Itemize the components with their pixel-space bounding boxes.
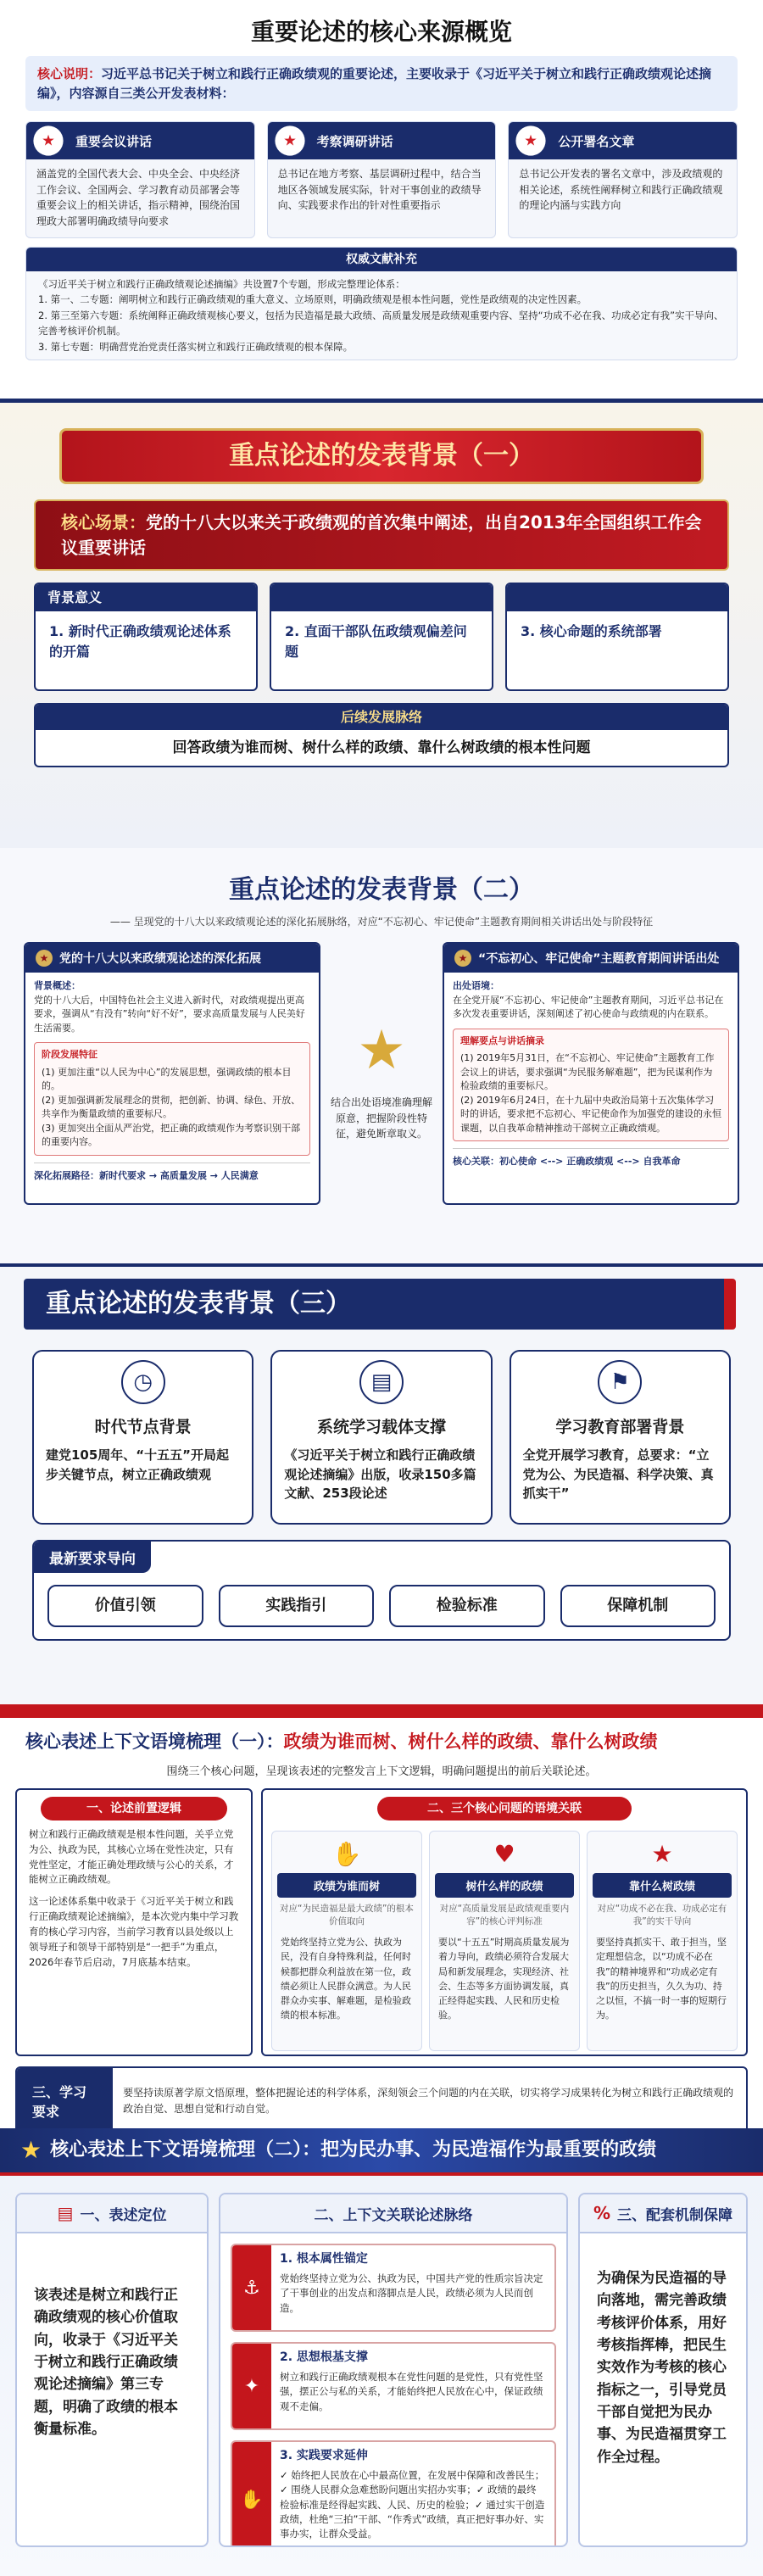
source-label: 出处语境：: [453, 980, 499, 991]
requirement-pill: 实践指引: [219, 1585, 375, 1627]
context-step: [231, 2244, 556, 2332]
section-banner: 重点论述的发表背景（三）: [24, 1279, 736, 1330]
follow-up-box: [34, 703, 729, 767]
key-item: (1) 2019年5月31日，在“不忘初心、牢记使命”主题教育工作会议上的讲话，要求强调“为民服务解难题”，把为民谋利作为检验政绩的重要标尺。: [460, 1052, 715, 1091]
title-prefix: 核心表述上下文语境梳理（一）：: [25, 1731, 284, 1752]
panel-tab: 二、三个核心问题的语境关联: [377, 1797, 632, 1820]
section-note: 围绕三个核心问题，呈现该表述的完整发言上下文逻辑，明确问题提出的前后关联论述。: [166, 1765, 597, 1778]
card-body: 全党开展学习教育，总要求：“立党为公、为民造福、科学决策、真抓实干”: [522, 1447, 714, 1501]
card-title: 重要会议讲话: [75, 133, 153, 149]
link-note: 核心关联：初心使命 <--> 正确政绩观 <--> 自我革命: [453, 1148, 729, 1168]
learning-title: 三、学习要求: [17, 2068, 113, 2128]
card-title: 背景意义: [36, 584, 256, 611]
center-note: [320, 942, 443, 1142]
card-body: 总书记在地方考察、基层调研过程中，结合当地区各领域发展实际，针对干事创业的政绩导向、实践要求作出的针对性重要指示: [277, 168, 482, 212]
hand-icon: ✋: [232, 2442, 271, 2547]
pane-title: 党的十八大以来政绩观论述的深化拓展: [59, 952, 261, 966]
page-title: 重要论述的核心来源概览: [250, 18, 512, 46]
key-item: (2) 2019年6月24日，在十九届中央政治局第十五次集体学习时的讲话，要求把不忘初心、牢记使命作为加强党的建设的永恒课题，以自我革命精神推动干部树立正确政绩观。: [460, 1094, 721, 1134]
stage-item: (1) 更加注重“以人民为中心”的发展思想，强调政绩的根本目的。: [42, 1066, 292, 1091]
supplement-line: 《习近平关于树立和践行正确政绩观论述摘编》共设置7个专题，形成完整理论体系：: [38, 278, 405, 290]
step-text: 树立和践行正确政绩观根本在党性问题的是党性，只有党性坚强，摆正公与私的关系，才能始终把人民放在心中，保证政绩观不走偏。: [280, 2371, 543, 2412]
significance-card: [34, 583, 258, 691]
card-body: 总书记公开发表的署名文章中，涉及政绩观的相关论述，系统性阐释树立和践行正确政绩观的理论内涵与实践方向: [519, 168, 723, 212]
panel-title: 一、表述定位: [80, 2206, 167, 2224]
core-scene: [34, 499, 729, 571]
three-questions-panel: [261, 1788, 748, 2056]
question-title: 政绩为谁而树: [277, 1873, 416, 1898]
step-text: ✓ 始终把人民放在心中最高位置，在发展中保障和改善民生；✓ 围绕人民群众急难愁盼问题出实招办实事；✓ 政绩的最终检验标准是经得起实践、人民、历史的检验；✓ 通过实干创造政绩，杜绝“三拍”干部、“作秀式”政绩，真正把好事办好、实事办实，让群众受益。: [280, 2469, 545, 2540]
prior-logic-panel: [15, 1788, 253, 2056]
key-title: 理解要点与讲话摘录: [460, 1034, 544, 1046]
context-step: [231, 2440, 556, 2547]
background-three-section: [0, 1263, 763, 1704]
star-icon: ★: [33, 125, 63, 155]
badge-icon: ★: [36, 950, 53, 967]
card-body: 3. 核心命题的系统部署: [521, 623, 662, 639]
section-title: 重点论述的发表背景（二）: [229, 875, 534, 905]
card-title: [271, 584, 492, 611]
overview-label: 背景概述：: [34, 980, 81, 991]
source-text: 在全党开展“不忘初心、牢记使命”主题教育期间，习近平总书记在多次发表重要讲话，深刻阐述了初心使命与政绩观的内在联系。: [453, 994, 724, 1019]
learning-requirements: [15, 2066, 748, 2128]
significance-card: [270, 583, 493, 691]
question-title: 树什么样的政绩: [435, 1873, 574, 1898]
star-icon: ★: [516, 125, 546, 155]
stage-title: 阶段发展特征: [42, 1049, 97, 1060]
scene-text: 党的十八大以来关于政绩观的首次集中阐述，出自2013年全国组织工作会议重要讲话: [61, 512, 702, 558]
question-body: 要以“十五五”时期高质量发展为着力导向，政绩必须符合发展大局和新发展理念，实现经济、社会、生态等多方面协调发展，真正经得起实践、人民和历史检验。: [438, 1937, 570, 2021]
supplement-title: 权威文献补充: [26, 248, 737, 271]
panel-tab: 一、论述前置逻辑: [41, 1797, 227, 1820]
question-title: 靠什么树政绩: [593, 1873, 732, 1898]
flag-icon: ⚑: [598, 1360, 642, 1404]
context-two-section: [0, 2128, 763, 2576]
card-body: 涵盖党的全国代表大会、中央全会、中央经济工作会议、全国两会、学习教育动员部署会等重要会议上的相关讲话，指示精神，围绕治国理政大部署明确政绩导向要求: [36, 168, 241, 227]
card-body: 建党105周年、“十五五”开局起步关键节点，树立正确政绩观: [46, 1447, 230, 1482]
requirement-pill: 检验标准: [389, 1585, 545, 1627]
pane-title: “不忘初心、牢记使命”主题教育期间讲话出处: [478, 952, 720, 966]
star-icon: ★: [20, 2136, 42, 2164]
badge-icon: ★: [454, 950, 471, 967]
card-body: 2. 直面干部队伍政绩观偏差问题: [285, 623, 467, 660]
step-title: 3. 实践要求延伸: [280, 2449, 368, 2462]
significance-card: [505, 583, 729, 691]
section-subtitle: —— 呈现党的十八大以来政绩观论述的深化拓展脉络，对应“不忘初心、牢记使命”主题教育期间相关讲话出处与阶段特征: [109, 916, 654, 928]
source-card-inspection: [267, 121, 497, 238]
positioning-panel: [15, 2193, 209, 2547]
card-body: 《习近平关于树立和践行正确政绩观论述摘编》出版，收录150多篇文献、253段论述: [284, 1447, 476, 1501]
question-sub: 对应“高质量发展是政绩观重要内容”的核心评判标准: [439, 1904, 570, 1927]
stage-item: (2) 更加强调新发展理念的贯彻，把创新、协调、绿色、开放、共享作为衡量政绩的重要标尺。: [42, 1094, 301, 1119]
education-pane: [443, 942, 739, 1205]
question-body: 党始终坚持立党为公、执政为民，没有自身特殊利益，任何时候都把群众利益放在第一位，政绩必须让人民群众满意。为人民群众办实事、解难题，是检验政绩的根本标准。: [281, 1937, 411, 2021]
section-banner: 重点论述的发表背景（一）: [59, 428, 704, 484]
background-one-section: [0, 399, 763, 848]
background-two-section: [0, 848, 763, 1263]
card-title: 考察调研讲话: [316, 133, 393, 149]
overview-section: [0, 0, 763, 399]
panel-title: 二、上下文关联论述脉络: [314, 2206, 473, 2224]
intro-text: 习近平总书记关于树立和践行正确政绩观的重要论述，主要收录于《习近平关于树立和践行正确政绩观论述摘编》，内容源自三类公开发表材料：: [37, 66, 712, 101]
title-main: 政绩为谁而树、树什么样的政绩、靠什么树政绩: [283, 1731, 658, 1752]
question-sub: 对应“为民造福是最大政绩”的根本价值取向: [280, 1904, 414, 1927]
heart-icon: ♥: [493, 1840, 515, 1868]
card-title: 学习教育部署背景: [555, 1418, 685, 1436]
book-icon: ▤: [359, 1360, 404, 1404]
requirements-title: 最新要求导向: [34, 1542, 151, 1573]
era-node-card: [32, 1350, 253, 1525]
question-card: [429, 1831, 580, 2051]
context-step: [231, 2342, 556, 2430]
source-card-articles: [508, 121, 738, 238]
requirements-box: [32, 1540, 731, 1641]
card-body: 1. 新时代正确政绩观论述体系的开篇: [49, 623, 231, 660]
book-icon: ▤: [57, 2203, 74, 2223]
overview-text: 党的十八大后，中国特色社会主义进入新时代，对政绩观提出更高要求，强调从“有没有”转向“好不好”，要求高质量发展与人民美好生活需要。: [34, 994, 305, 1034]
star-icon: ★: [651, 1840, 673, 1868]
card-title: [507, 584, 727, 611]
logic-paragraph: 这一论述体系集中收录于《习近平关于树立和践行正确政绩观论述摘编》，是本次党内集中学习教育的核心学习内容，当前学习教育以县处级以上领导班子和领导干部特别是“一把手”为重点，2026年春节后启动，7月底基本结束。: [29, 1895, 239, 1968]
card-title: 公开署名文章: [558, 133, 635, 149]
path-note: 深化拓展路径：新时代要求 → 高质量发展 → 人民满意: [34, 1163, 310, 1182]
supplement-line: 2. 第三至第六专题：系统阐释正确政绩观核心要义，包括为民造福是最大政绩、高质量发展是政绩观重要内容、坚持“功成不必在我、功成必定有我”实干导向、完善考核评价机制。: [38, 309, 724, 337]
authoritative-supplement: [25, 247, 738, 360]
clock-icon: ◷: [121, 1360, 165, 1404]
card-title: 时代节点背景: [94, 1418, 192, 1436]
step-title: 1. 根本属性锚定: [280, 2252, 368, 2266]
section-banner: [0, 2128, 763, 2176]
question-card: [271, 1831, 422, 2051]
anchor-icon: ⚓: [232, 2245, 271, 2330]
context-one-section: [0, 1704, 763, 2128]
study-carrier-card: [270, 1350, 492, 1525]
banner-text: 核心表述上下文语境梳理（二）：把为民办事、为民造福作为最重要的政绩: [50, 2139, 657, 2161]
deployment-card: [510, 1350, 731, 1525]
requirement-pill: 价值引领: [47, 1585, 203, 1627]
handshake-icon: ✋: [331, 1840, 362, 1868]
supplement-line: 3. 第七专题：明确营党治党责任落实树立和践行正确政绩观的根本保障。: [38, 340, 354, 353]
center-text: 结合出处语境准确理解原意，把握阶段性特征，避免断章取义。: [330, 1096, 432, 1140]
step-text: 党始终坚持立党为公、执政为民，中国共产党的性质宗旨决定了干事创业的出发点和落脚点是人民，政绩必须为人民而创造。: [280, 2272, 543, 2314]
mechanism-panel: [578, 2193, 748, 2547]
question-sub: 对应“功成不必在我、功成必定有我”的实干导向: [597, 1904, 727, 1927]
intro-box: [25, 56, 738, 111]
follow-text: 回答政绩为谁而树、树什么样的政绩、靠什么树政绩的根本性问题: [172, 739, 591, 756]
panel-text: 该表述是树立和践行正确政绩观的核心价值取向，收录于《习近平关于树立和践行正确政绩观论述摘编》第三专题，明确了政绩的根本衡量标准。: [34, 2287, 178, 2439]
intro-label: 核心说明：: [37, 66, 102, 81]
panel-title: 三、配套机制保障: [617, 2206, 733, 2224]
stage-item: (3) 更加突出全面从严治党，把正确的政绩观作为考察识别干部的重要内容。: [42, 1122, 301, 1147]
follow-title: 后续发展脉络: [36, 705, 727, 730]
scene-label: 核心场景：: [61, 512, 146, 532]
supplement-line: 1. 第一、二专题：阐明树立和践行正确政绩观的重大意义、立场原则，明确政绩观是根本性问题，党性是政绩观的决定性因素。: [38, 293, 588, 306]
step-title: 2. 思想根基支撑: [280, 2350, 368, 2364]
bulb-icon: ✦: [232, 2344, 271, 2428]
card-title: 系统学习载体支撑: [316, 1418, 446, 1436]
panel-text: 为确保为民造福的导向落地，需完善政绩考核评价体系，用好考核指挥棒，把民生实效作为考核的核心指标之一，引导党员干部自觉把为民办事、为民造福贯穿工作全过程。: [597, 2270, 727, 2466]
star-icon: ★: [357, 1019, 406, 1082]
deepening-pane: [24, 942, 320, 1205]
section-title: [25, 1728, 738, 1754]
star-icon: ★: [275, 125, 304, 155]
question-body: 要坚持真抓实干、敢于担当，坚定理想信念，以“功成不必在我”的精神境界和“功成必定有我”的历史担当，久久为功、持之以恒，不搞一时一事的短期行为。: [596, 1937, 727, 2021]
source-card-meetings: [25, 121, 255, 238]
logic-paragraph: 树立和践行正确政绩观是根本性问题，关乎立党为公、执政为民，其核心立场在党性决定，只有党性坚定，才能正确处理政绩与公心的关系，才能树立正确政绩观。: [29, 1828, 234, 1886]
question-card: [587, 1831, 738, 2051]
learning-text: 要坚持读原著学原文悟原理，整体把握论述的科学体系，深刻领会三个问题的内在关联，切实将学习成果转化为树立和践行正确政绩观的政治自觉、思想自觉和行动自觉。: [123, 2087, 734, 2115]
requirement-pill: 保障机制: [560, 1585, 716, 1627]
context-chain-panel: [219, 2193, 568, 2547]
percent-icon: %: [593, 2203, 611, 2223]
